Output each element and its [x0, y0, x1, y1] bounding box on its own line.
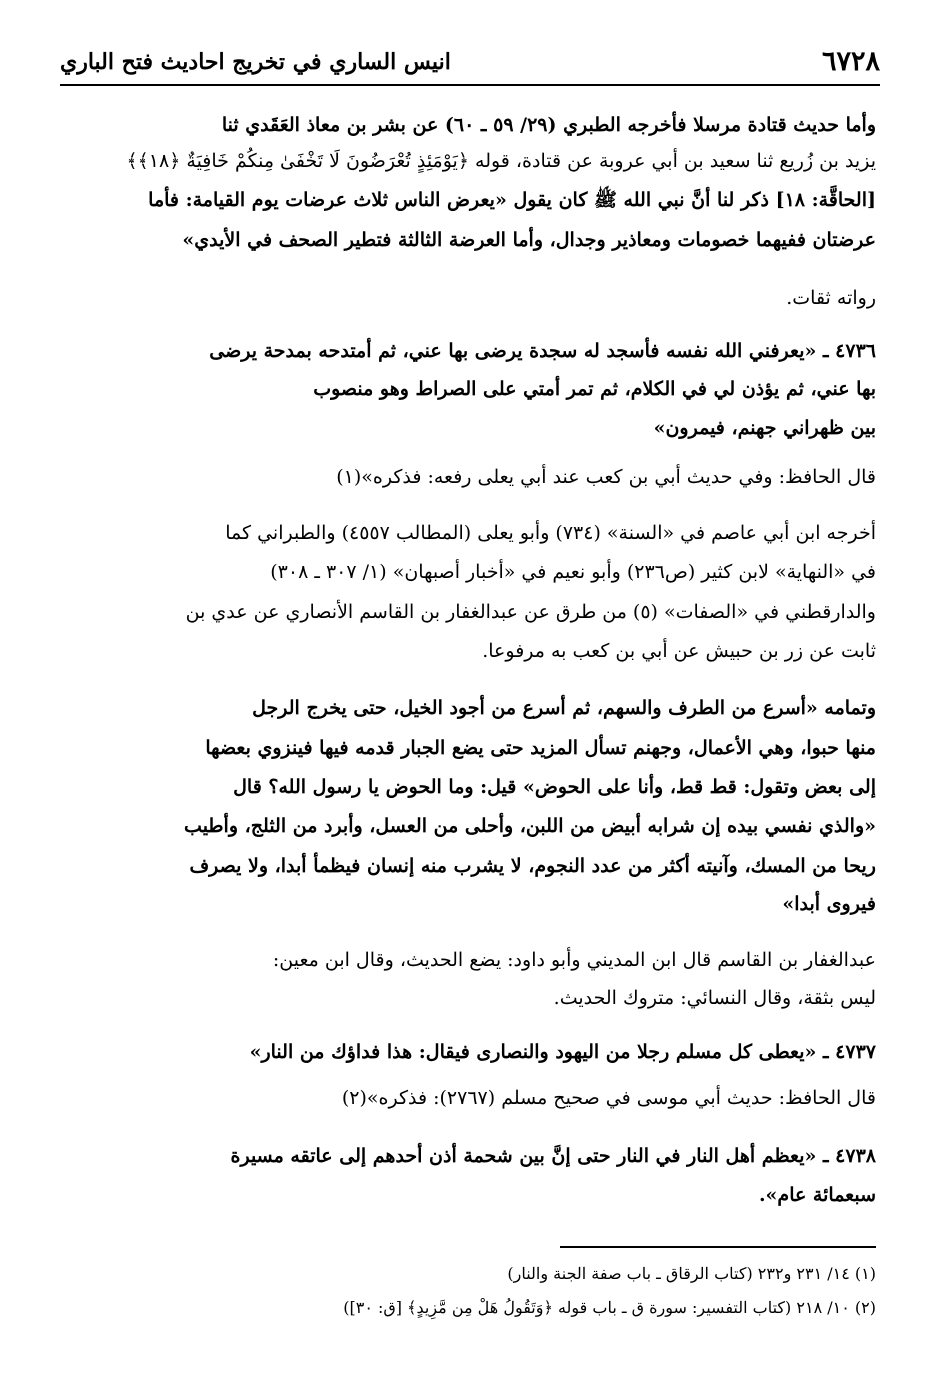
- text-line: ليس بثقة، وقال النسائي: متروك الحديث.: [553, 987, 876, 1009]
- footnote-2: (٢) ١٠/ ٢١٨ (كتاب التفسير: سورة ق ـ باب قوله ﴿وَتَقُولُ هَلْ مِن مَّزِيدٍ﴾ [ق: ٣٠]): [343, 1298, 876, 1317]
- page-number: ٦٧٢٨: [821, 46, 880, 77]
- text-line: وتمامه «أسرع من الطرف والسهم، ثم أسرع من أجود الخيل، حتى يخرج الرجل: [252, 697, 876, 719]
- text-line: يزيد بن زُريع ثنا سعيد بن أبي عروبة عن قتادة، قوله ﴿يَوْمَئِذٍ تُعْرَضُونَ لَا تَخْفَىٰ مِنكُمْ خَافِيَةٌ ﴿١٨﴾﴾: [126, 150, 876, 172]
- hadith-4738-line: سبعمائة عام».: [758, 1184, 876, 1206]
- hadith-4736-line: بين ظهراني جهنم، فيمرون»: [653, 417, 876, 439]
- hadith-4736-line: بها عني، ثم يؤذن لي في الكلام، ثم تمر أمتي على الصراط وهو منصوب: [313, 378, 876, 400]
- text-line: عبدالغفار بن القاسم قال ابن المديني وأبو داود: يضع الحديث، وقال ابن معين:: [272, 949, 876, 971]
- hafiz-note: قال الحافظ: حديث أبي موسى في صحيح مسلم (٢٧٦٧): فذكره»(٢): [341, 1087, 876, 1109]
- text-line: في «النهاية» لابن كثير (ص٢٣٦) وأبو نعيم في «أخبار أصبهان» (١/ ٣٠٧ ـ ٣٠٨): [270, 561, 876, 583]
- text-line: ريحا من المسك، وآنيته أكثر من عدد النجوم، لا يشرب منه إنسان فيظمأ أبدا، ولا يصرف: [189, 855, 876, 877]
- hafiz-note: قال الحافظ: وفي حديث أبي بن كعب عند أبي يعلى رفعه: فذكره»(١): [336, 466, 876, 488]
- text-line: «والذي نفسي بيده إن شرابه أبيض من اللبن، وأحلى من العسل، وأبرد من الثلج، وأطيب: [184, 815, 876, 837]
- text-line: رواته ثقات.: [786, 287, 876, 309]
- header-rule: [60, 84, 880, 86]
- hadith-4738-line: ٤٧٣٨ ـ «يعظم أهل النار في النار حتى إنَّ بين شحمة أذن أحدهم إلى عاتقه مسيرة: [230, 1145, 876, 1167]
- running-header: [60, 46, 880, 88]
- text-line: عرضتان ففيهما خصومات ومعاذير وجدال، وأما العرضة الثالثة فتطير الصحف في الأيدي»: [182, 229, 876, 251]
- hadith-4736-line: ٤٧٣٦ ـ «يعرفني الله نفسه فأسجد له سجدة يرضى بها عني، ثم أمتدحه بمدحة يرضى: [209, 340, 876, 362]
- text-line: وأما حديث قتادة مرسلا فأخرجه الطبري (٢٩/ ٥٩ ـ ٦٠) عن بشر بن معاذ العَقَدي ثنا: [221, 114, 876, 136]
- footnote-1: (١) ١٤/ ٢٣١ و٢٣٢ (كتاب الرقاق ـ باب صفة الجنة والنار): [507, 1264, 876, 1283]
- hadith-4737-line: ٤٧٣٧ ـ «يعطى كل مسلم رجلا من اليهود والنصارى فيقال: هذا فداؤك من النار»: [249, 1041, 876, 1063]
- book-title: انيس الساري في تخريج احاديث فتح الباري: [60, 49, 451, 75]
- text-line: ثابت عن زر بن حبيش عن أبي بن كعب به مرفوعا.: [482, 640, 876, 662]
- text-line: والدارقطني في «الصفات» (٥) من طرق عن عبدالغفار بن القاسم الأنصاري عن عدي بن: [185, 601, 876, 623]
- text-line: [الحاقَّة: ١٨] ذكر لنا أنَّ نبي الله ﷺ كان يقول «يعرض الناس ثلاث عرضات يوم القيامة: فأما: [148, 189, 876, 211]
- footnote-rule: [560, 1246, 876, 1248]
- text-line: إلى بعض وتقول: قط قط، وأنا على الحوض» قيل: وما الحوض يا رسول الله؟ قال: [233, 776, 876, 798]
- text-line: أخرجه ابن أبي عاصم في «السنة» (٧٣٤) وأبو يعلى (المطالب ٤٥٥٧) والطبراني كما: [225, 522, 876, 544]
- text-line: فيروى أبدا»: [782, 893, 876, 915]
- text-line: منها حبوا، وهي الأعمال، وجهنم تسأل المزيد حتى يضع الجبار قدمه فيها فينزوي بعضها: [205, 737, 876, 759]
